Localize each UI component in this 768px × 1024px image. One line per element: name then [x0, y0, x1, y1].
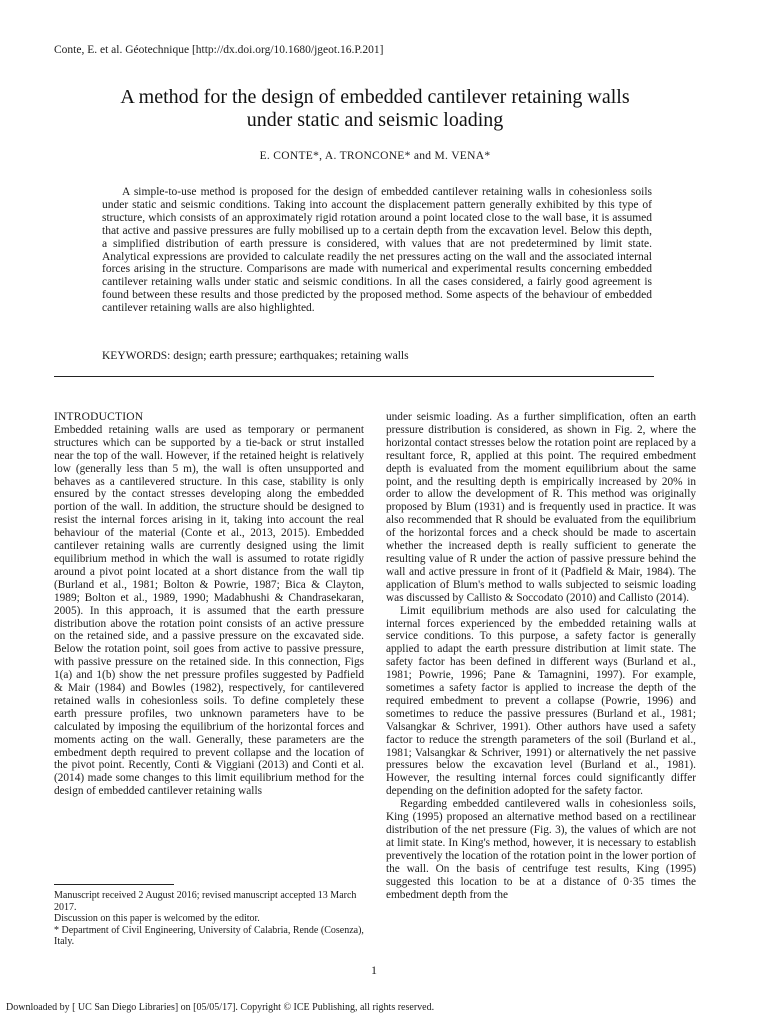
download-footer: Downloaded by [ UC San Diego Libraries] on [05/05/17]. Copyright © ICE Publishing, all rights reserved. — [6, 1002, 435, 1013]
left-column — [54, 411, 364, 798]
section-heading-introduction: INTRODUCTION — [54, 411, 144, 423]
body-paragraph: under seismic loading. As a further simplification, often an earth pressure distribution is considered, as shown in Fig. 2, where the horizontal contact stresses below the rotation point are replaced by a resultant force, R, applied at this point. The required embedment depth is evaluated from the moment equilibrium about the same point, and the resulting depth is empirically increased by 20% in order to allow the development of R. This method was originally proposed by Blum (1931) and is frequently used in practice. It was also recommended that R should be evaluated from the equilibrium of the horizontal forces and a check should be made to ascertain whether the increased depth is really sufficient to generate the resulting value of R under the action of passive pressure behind the wall and active pressure in front of it (Padfield & Mair, 1984). The application of Blum's method to walls subjected to seismic loading was discussed by Callisto & Soccodato (2010) and Callisto (2014). — [386, 411, 696, 604]
footnote-discussion: Discussion on this paper is welcomed by the editor. — [54, 913, 260, 924]
abstract: A simple-to-use method is proposed for the design of embedded cantilever retaining walls in cohesionless soils under static and seismic conditions. Taking into account the displacement pattern generally exhibited by this type of structure, which consists of an approximately rigid rotation around a point located close to the wall base, it is assumed that active and passive pressures are fully mobilised up to a certain depth from the excavation level. Below this depth, a simplified distribution of earth pressure is considered, with values that are not predetermined by limit state. Analytical expressions are provided to calculate readily the net pressures acting on the wall and the associated internal forces arising in the structure. Comparisons are made with numerical and experimental results concerning embedded cantilever retaining walls under static and seismic conditions. In all the cases considered, a fairly good agreement is found between these results and those predicted by the proposed method. Some aspects of the behaviour of embedded cantilever retaining walls are also highlighted. — [102, 186, 652, 315]
footnotes — [54, 890, 366, 948]
author-list: E. CONTE*, A. TRONCONE* and M. VENA* — [259, 150, 491, 162]
title-line-1: A method for the design of embedded cantilever retaining walls — [120, 86, 630, 108]
footnote-divider — [54, 884, 174, 885]
keywords: KEYWORDS: design; earth pressure; earthquakes; retaining walls — [102, 350, 409, 362]
page-number: 1 — [371, 963, 377, 977]
body-paragraph: Limit equilibrium methods are also used for calculating the internal forces experienced by the embedded retaining walls at service conditions. To this purpose, a safety factor is generally applied to adapt the earth pressure distribution at limit state. The safety factor has been defined in different ways (Burland et al., 1981; Powrie, 1996; Pane & Tamagnini, 1997). For example, sometimes a safety factor is applied to increase the depth of the required embedment to prevent a collapse (Powrie, 1996) and sometimes to reduce the passive pressures (Burland et al., 1981; Valsangkar & Schriver, 1991). Other authors have used a safety factor to reduce the strength parameters of the soil (Burland et al., 1981; Valsangkar & Schriver, 1991) or alternatively the net passive pressures below the excavation level (Burland et al., 1981). However, the resulting internal forces could significantly differ depending on the definition adopted for the safety factor. — [386, 604, 696, 798]
section-divider — [54, 376, 654, 377]
running-head: Conte, E. et al. Géotechnique [http://dx.doi.org/10.1680/jgeot.16.P.201] — [54, 44, 384, 56]
right-column — [386, 411, 696, 901]
paper-title — [60, 86, 690, 132]
body-paragraph: Embedded retaining walls are used as temporary or permanent structures which can be supported by a tie-back or strut installed near the top of the wall. However, if the retained height is relatively low (generally less than 5 m), the wall is often unsupported and behaves as a cantilevered structure. In this case, stability is only ensured by the contact stresses developing along the embedded portion of the wall. In addition, the structure should be designed to resist the internal forces arising in it, taking into account the real behaviour of the material (Conte et al., 2013, 2015). Embedded cantilever retaining walls are currently designed using the limit equilibrium method in which the wall is assumed to rotate rigidly around a pivot point located at a short distance from the wall tip (Burland et al., 1981; Bolton & Powrie, 1987; Bica & Clayton, 1989; Bolton et al., 1989, 1990; Madabhushi & Chandrasekaran, 2005). In this approach, it is assumed that the earth pressure distribution above the rotation point consists of an active pressure on the retained side, and a passive pressure on the excavated side. Below the rotation point, soil goes from active to passive pressure, with passive pressure on the retained side. In this connection, Figs 1(a) and 1(b) show the net pressure profiles suggested by Padfield & Mair (1984) and Bowles (1982), respectively, for cantilevered retained walls in cohesionless soils. To define completely these earth pressure profiles, two unknown parameters have to be calculated by imposing the equilibrium of the horizontal forces and moments acting on the wall. Generally, these parameters are the embedment depth required to prevent collapse and the location of the pivot point. Recently, Conti & Viggiani (2013) and Conti et al. (2014) made some changes to this limit equilibrium method for the design of embedded cantilever retaining walls — [54, 423, 364, 798]
footnote-affiliation: * Department of Civil Engineering, University of Calabria, Rende (Cosenza), Italy. — [54, 924, 364, 947]
body-paragraph: Regarding embedded cantilevered walls in cohesionless soils, King (1995) proposed an alternative method based on a rectilinear distribution of the net pressure (Fig. 3), the values of which are not at limit state. In King's method, however, it is necessary to establish preventively the location of the rotation point in the lower portion of the wall. On the basis of centrifuge test results, King (1995) suggested this location to be at a distance of 0·35 times the embedment depth from the — [386, 798, 696, 901]
footnote-received: Manuscript received 2 August 2016; revised manuscript accepted 13 March 2017. — [54, 890, 357, 913]
title-line-2: under static and seismic loading — [246, 109, 504, 131]
